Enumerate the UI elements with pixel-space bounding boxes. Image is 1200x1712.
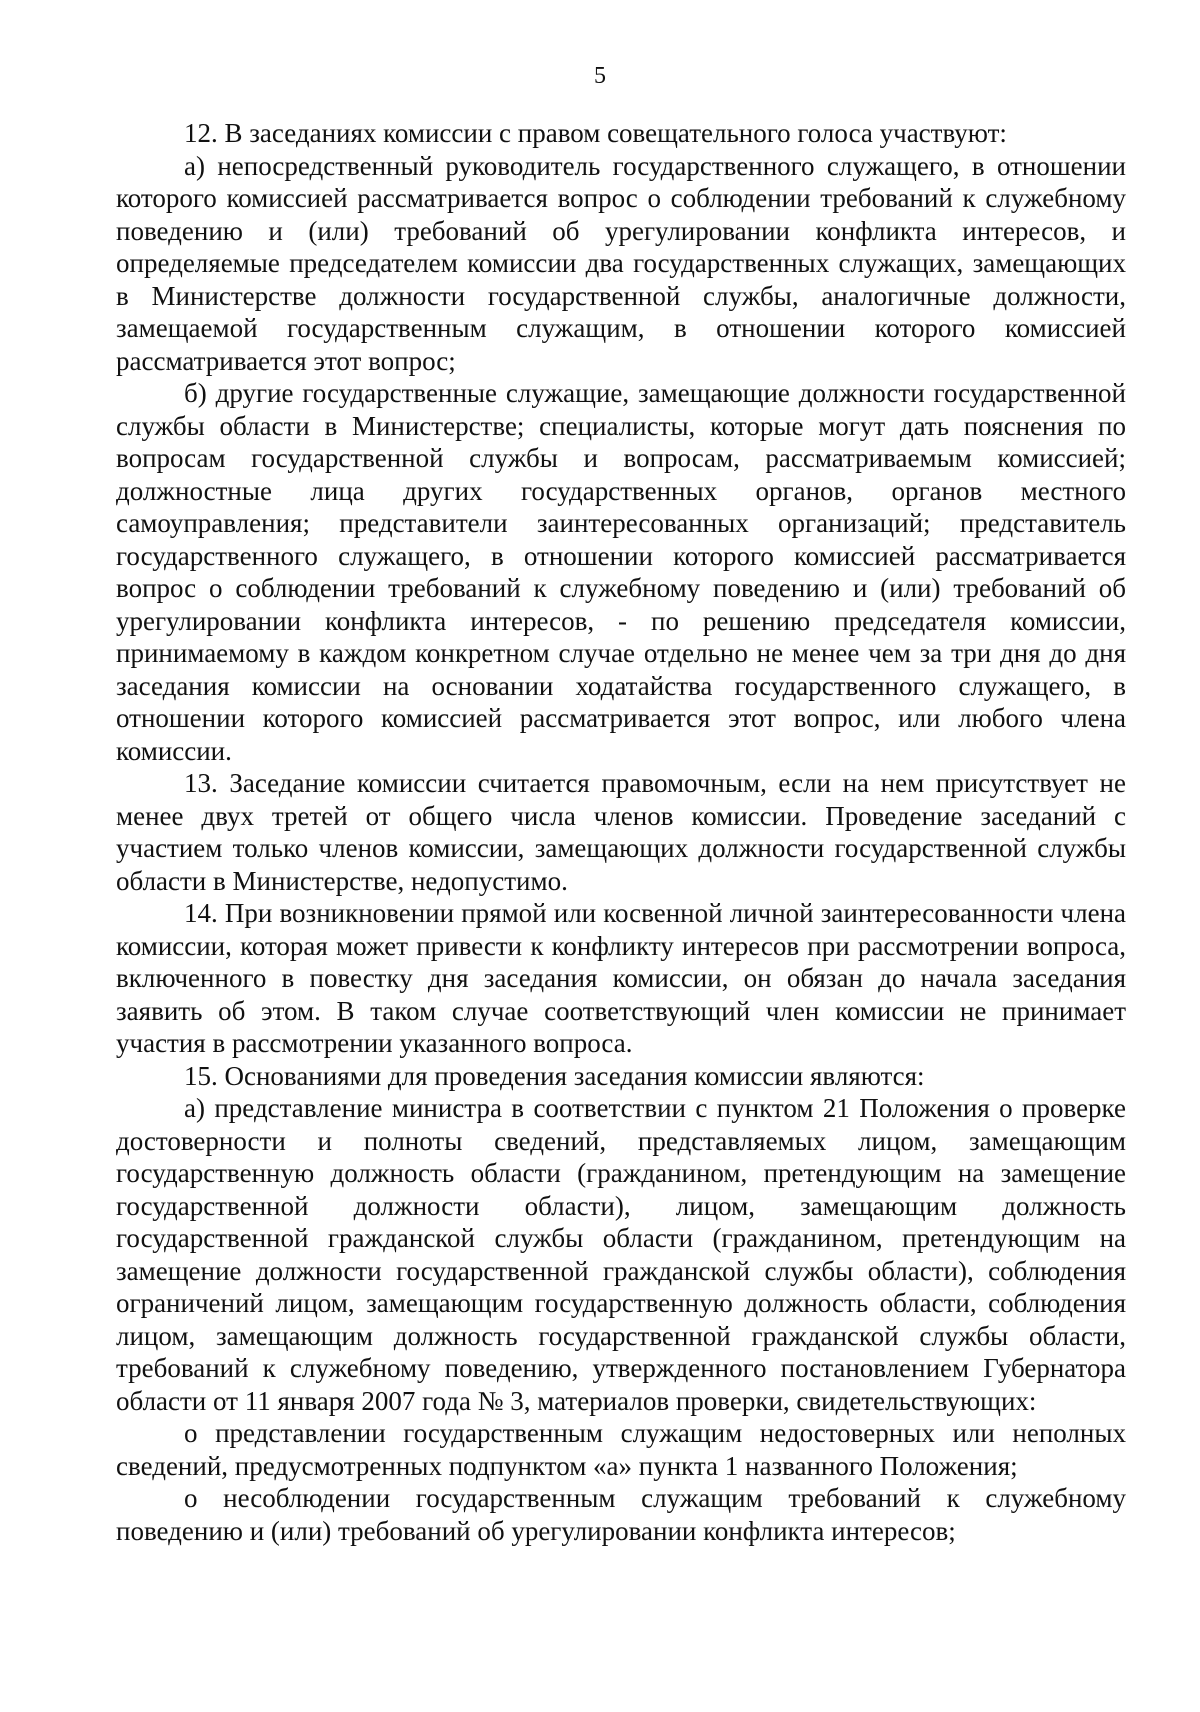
paragraph-15-a: а) представление министра в соответствии с пунктом 21 Положения о проверке достоверности и полноты сведений, представляемых лицом, замещающим государственную должность области (гражданином, претендующим на замещение государственной должности области), лицом, замещающим должность государственной гражданской службы области (гражданином, претендующим на замещение должности государственной гражданской службы области), соблюдения ограничений лицом, замещающим государственную должность области, соблюдения лицом, замещающим должность государственной гражданской службы области, требований к служебному поведению, утвержденного постановлением Губернатора области от 11 января 2007 года № 3, материалов проверки, свидетельствующих:: [116, 1093, 1126, 1416]
page-number: 5: [594, 63, 606, 89]
paragraph-13: 13. Заседание комиссии считается правомочным, если на нем присутствует не менее двух третей от общего числа членов комиссии. Проведение заседаний с участием только членов комиссии, замещающих должности государственной службы области в Министерстве, недопустимо.: [116, 768, 1126, 896]
paragraph-12: 12. В заседаниях комиссии с правом совещательного голоса участвуют:: [184, 118, 1007, 148]
document-body: [116, 117, 1126, 1547]
paragraph-15-a-item-2: о несоблюдении государственным служащим требований к служебному поведению и (или) требований об урегулировании конфликта интересов;: [116, 1483, 1126, 1546]
paragraph-14: 14. При возникновении прямой или косвенной личной заинтересованности члена комиссии, которая может привести к конфликту интересов при рассмотрении вопроса, включенного в повестку дня заседания комиссии, он обязан до начала заседания заявить об этом. В таком случае соответствующий член комиссии не принимает участия в рассмотрении указанного вопроса.: [116, 898, 1126, 1058]
paragraph-15: 15. Основаниями для проведения заседания комиссии являются:: [184, 1060, 925, 1091]
paragraph-15-a-item-1: о представлении государственным служащим недостоверных или неполных сведений, предусмотренных подпунктом «а» пункта 1 названного Положения;: [116, 1418, 1126, 1481]
paragraph-12-b: б) другие государственные служащие, замещающие должности государственной службы области в Министерстве; специалисты, которые могут дать пояснения по вопросам государственной службы и вопросам, рассматриваемым комиссией; должностные лица других государственных органов, органов местного самоуправления; представители заинтересованных организаций; представитель государственного служащего, в отношении которого комиссией рассматривается вопрос о соблюдении требований к служебному поведению и (или) требований об урегулировании конфликта интересов, - по решению председателя комиссии, принимаемому в каждом конкретном случае отдельно не менее чем за три дня до дня заседания комиссии на основании ходатайства государственного служащего, в отношении которого комиссией рассматривается этот вопрос, или любого члена комиссии.: [116, 378, 1126, 766]
paragraph-12-a: а) непосредственный руководитель государственного служащего, в отношении которого комиссией рассматривается вопрос о соблюдении требований к служебному поведению и (или) требований об урегулировании конфликта интересов, и определяемые председателем комиссии два государственных служащих, замещающих в Министерстве должности государственной службы, аналогичные должности, замещаемой государственным служащим, в отношении которого комиссией рассматривается этот вопрос;: [116, 150, 1126, 376]
